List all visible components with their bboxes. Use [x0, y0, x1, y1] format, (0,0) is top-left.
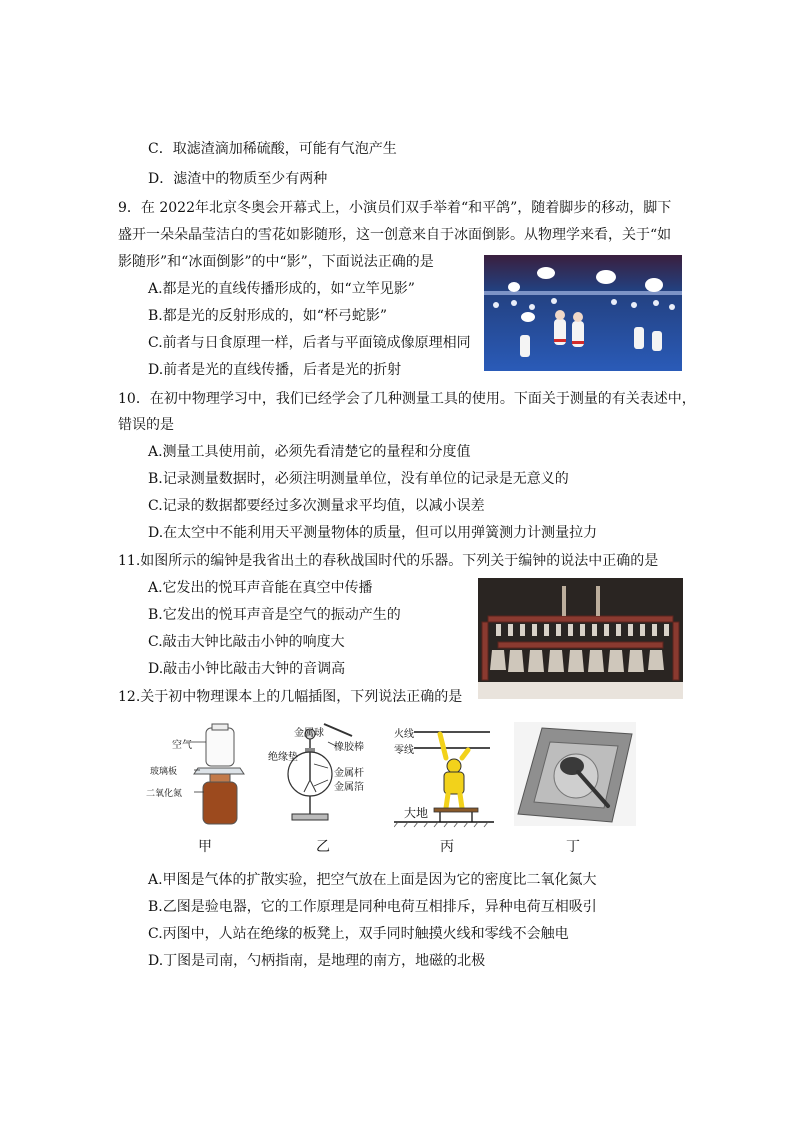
q10-option-d: D.在太空中不能利用天平测量物体的质量，但可以用弹簧测力计测量拉力 — [148, 525, 598, 541]
yi-label-stem: 金属杆 — [334, 768, 364, 779]
jia-label-glass: 玻璃板 — [150, 767, 178, 777]
q11-option-c: C.敲击大钟比敲击小钟的响度大 — [148, 634, 345, 650]
q10-option-c: C.记录的数据都要经过多次测量求平均值，以减小误差 — [148, 498, 485, 514]
q11-option-a: A.它发出的悦耳声音能在真空中传播 — [148, 580, 373, 596]
q11-stem: 11.如图所示的编钟是我省出土的春秋战国时代的乐器。下列关于编钟的说法中正确的是 — [118, 553, 659, 569]
jia-label-air: 空气 — [172, 740, 192, 751]
q9-stem-line2: 盛开一朵朵晶莹洁白的雪花如影随形，这一创意来自于冰面倒影。从物理学来看，关于“如 — [118, 227, 672, 243]
q10-option-b: B.记录测量数据时，必须注明测量单位，没有单位的记录是无意义的 — [148, 471, 569, 487]
figure-ding-sinan — [514, 722, 636, 826]
q8-option-c: C．取滤渣滴加稀硫酸，可能有气泡产生 — [148, 141, 397, 157]
q10-option-a: A.测量工具使用前，必须先看清楚它的量程和分度值 — [148, 444, 471, 460]
q11-option-b: B.它发出的悦耳声音是空气的振动产生的 — [148, 607, 401, 623]
caption-jia: 甲 — [198, 839, 212, 855]
caption-yi: 乙 — [316, 839, 330, 855]
bing-label-live: 火线 — [394, 729, 414, 740]
yi-label-rod: 橡胶棒 — [334, 742, 364, 753]
q9-stem-line1: 9．在 2022年北京冬奥会开幕式上，小演员们双手举着“和平鸽”，随着脚步的移动，脚下 — [118, 200, 672, 216]
olympics-ceremony-photo — [484, 255, 682, 371]
q12-stem: 12.关于初中物理课本上的几幅插图，下列说法正确的是 — [118, 689, 463, 705]
bing-label-neutral: 零线 — [394, 745, 414, 756]
q12-option-c: C.丙图中，人站在绝缘的板凳上，双手同时触摸火线和零线不会触电 — [148, 926, 569, 942]
caption-bing: 丙 — [440, 839, 454, 855]
yi-label-foil: 金属箔 — [334, 782, 364, 793]
q12-option-a: A.甲图是气体的扩散实验，把空气放在上面是因为它的密度比二氧化氮大 — [148, 872, 597, 888]
chime-bells-photo — [478, 578, 683, 699]
jia-label-no2: 二氧化氮 — [146, 789, 183, 799]
bing-label-earth: 大地 — [404, 806, 429, 820]
q9-stem-line3: 影随形”和“冰面倒影”的中“影”，下面说法正确的是 — [118, 254, 434, 270]
yi-label-pad: 绝缘垫 — [268, 752, 298, 763]
q9-option-b: B.都是光的反射形成的，如“杯弓蛇影” — [148, 308, 388, 324]
q12-option-d: D.丁图是司南，勺柄指南，是地理的南方，地磁的北极 — [148, 953, 486, 969]
q11-option-d: D.敲击小钟比敲击大钟的音调高 — [148, 661, 346, 677]
q9-option-d: D.前者是光的直线传播，后者是光的折射 — [148, 362, 402, 378]
caption-ding: 丁 — [566, 839, 580, 855]
q10-stem-line1: 10．在初中物理学习中，我们已经学会了几种测量工具的使用。下面关于测量的有关表述中， — [118, 391, 696, 407]
q8-option-d: D．滤渣中的物质至少有两种 — [148, 171, 328, 187]
q9-option-a: A.都是光的直线传播形成的，如“立竿见影” — [148, 281, 415, 297]
yi-label-ball: 金属球 — [294, 728, 324, 739]
q12-option-b: B.乙图是验电器，它的工作原理是同种电荷互相排斥，异种电荷互相吸引 — [148, 899, 597, 915]
q9-option-c: C.前者与日食原理一样，后者与平面镜成像原理相同 — [148, 335, 471, 351]
q10-stem-line2: 错误的是 — [118, 417, 174, 433]
